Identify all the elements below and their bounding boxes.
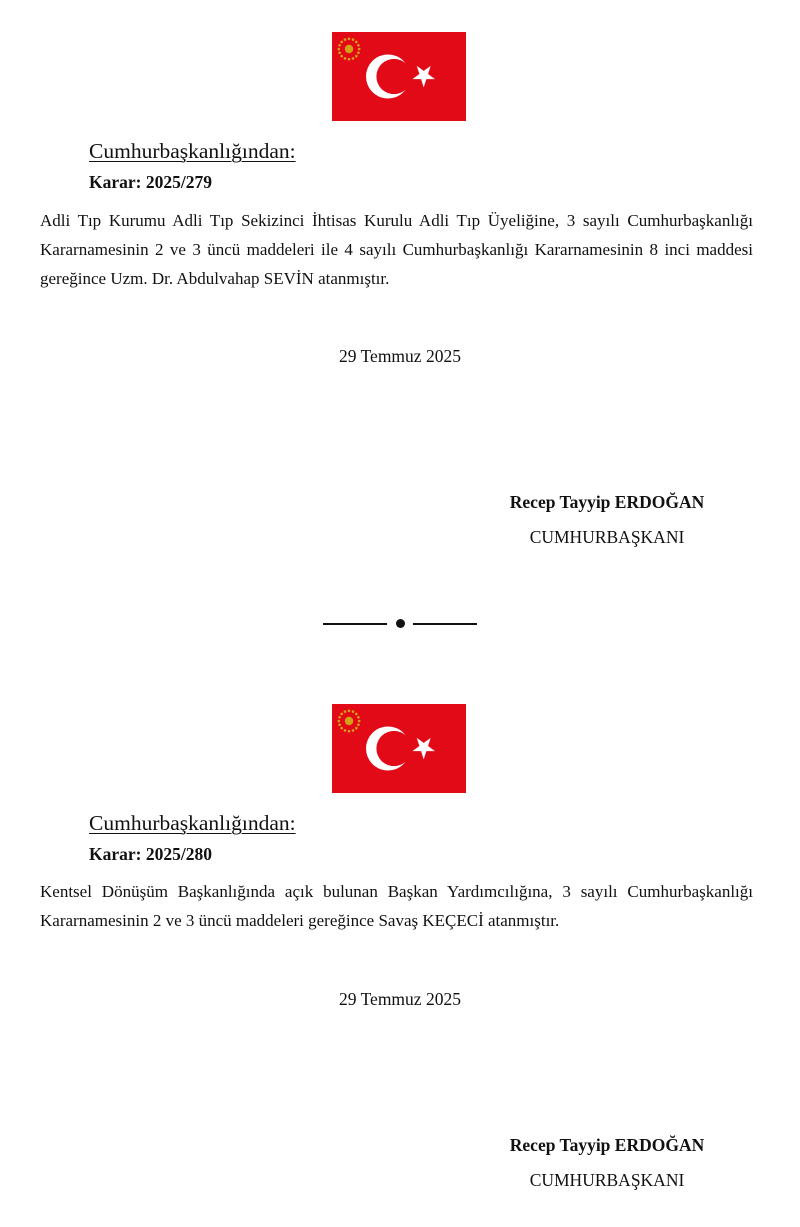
decision-number: Karar: 2025/280: [89, 844, 212, 864]
flag-graphic: [332, 704, 466, 793]
separator-line-right: [413, 623, 477, 625]
decision-date: 29 Temmuz 2025: [339, 346, 461, 366]
presidential-flag-icon: [332, 704, 466, 793]
signatory-title: CUMHURBAŞKANI: [529, 527, 685, 547]
decision-date: 29 Temmuz 2025: [339, 989, 461, 1009]
decision-body: Adli Tıp Kurumu Adli Tıp Sekizinci İhtisas Kurulu Adli Tıp Üyeliğine, 3 sayılı Cumhurbaşkanlığı Kararnamesinin 2 ve 3 üncü maddeleri ile 4 sayılı Cumhurbaşkanlığı Kararnamesinin 8 inci maddesi gereğince Uzm. Dr. Abdulvahap SEVİN atanmıştır.: [40, 211, 753, 288]
presidential-flag-icon: [332, 32, 466, 121]
signatory-title: CUMHURBAŞKANI: [529, 1170, 685, 1190]
section-separator: [323, 615, 477, 629]
decision-number: Karar: 2025/279: [89, 172, 212, 192]
separator-line-left: [323, 623, 387, 625]
flag-graphic: [332, 32, 466, 121]
issuer-heading: Cumhurbaşkanlığından:: [89, 811, 296, 835]
separator-dot: [396, 619, 405, 628]
signatory-name: Recep Tayyip ERDOĞAN: [509, 492, 705, 512]
signatory-name: Recep Tayyip ERDOĞAN: [509, 1135, 705, 1155]
decision-body: Kentsel Dönüşüm Başkanlığında açık bulunan Başkan Yardımcılığına, 3 sayılı Cumhurbaşkanlığı Kararnamesinin 2 ve 3 üncü maddeleri gereğince Savaş KEÇECİ atanmıştır.: [40, 882, 753, 930]
issuer-heading: Cumhurbaşkanlığından:: [89, 139, 296, 163]
